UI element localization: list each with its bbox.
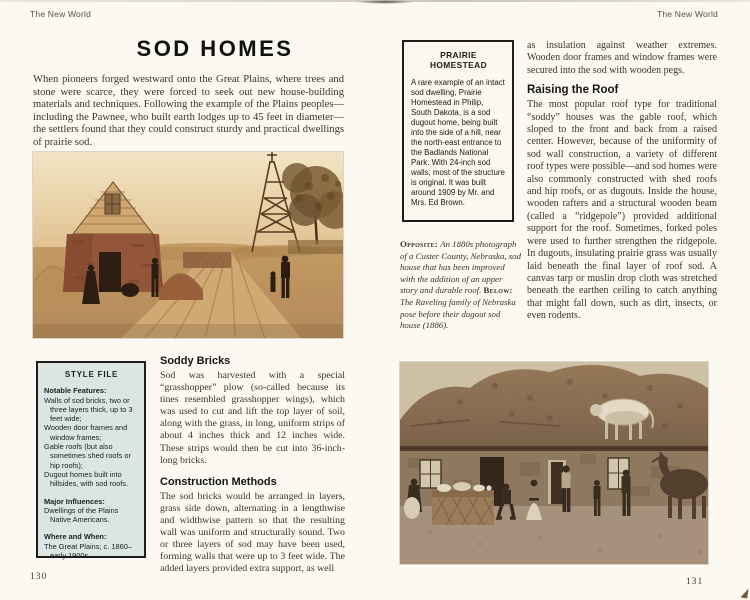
style-file-line: The Great Plains; c. 1860–early 1900s.: [44, 541, 132, 561]
caption-label-opposite: Opposite:: [400, 239, 439, 249]
style-file-line: Walls of sod bricks, two or three layers thick, up to 3 feet wide;: [44, 395, 133, 424]
intro-paragraph: When pioneers forged westward onto the Great Plains, where trees and stone were scarce, they were forced to seek out new house-building materials and techniques. Following the example of the Plains peoples—including the Pawnee, who built earth lodges up to 45 feet in diameter—the settlers found that they could construct sturdy and practical dwellings of prairie sod.: [33, 74, 344, 148]
sod-house-windmill-illustration: [33, 152, 343, 338]
style-file-box: [36, 361, 146, 561]
section-body-soddy-bricks: Sod was harvested with a special “grasshopper” plow (so-called because its tines resembled grasshopper wings), which was used to cut and lift the top layer of soil, along with the grass, in long, uniform strips of about 4 inches thick and 12 inches wide. These strips would then be cut into 36-inch-long bricks.: [160, 370, 345, 466]
style-file-heading: Where and When:: [44, 532, 107, 542]
photo-sod-house-windmill: [33, 152, 343, 338]
style-file-line: Dugout homes built into hillsides, with sod roofs.: [44, 469, 129, 489]
style-file-heading: Major Influences:: [44, 496, 105, 506]
spine-smudge: [355, 0, 415, 4]
dugout-family-illustration: [400, 362, 708, 564]
prairie-homestead-box: [402, 40, 514, 222]
running-header-left: The New World: [30, 9, 92, 19]
caption-label-below: Below:: [483, 285, 513, 296]
section-body-construction-methods: The sod bricks would be arranged in layers, grass side down, alternating in a lengthwise and widthwise pattern so that the resulting wall was uniform and structurally sound. Two or three layers of sod may have been used, forming walls that were up to 3 feet wide. The added layers provided extra support, as well: [160, 490, 345, 575]
style-file-line: Dwellings of the Plains Native Americans.: [44, 505, 119, 525]
continuation-paragraph: as insulation against weather extremes. Wooden door frames and window frames were secured into the sod with wooden pegs.: [527, 40, 717, 76]
page-number-left: 130: [30, 572, 48, 582]
page-number-right: 131: [686, 577, 704, 587]
section-heading-raising-the-roof: Raising the Roof: [527, 84, 619, 97]
photo-dugout-sod-house-family: [400, 362, 708, 564]
prairie-homestead-body: A rare example of an intact sod dwelling, Prairie Homestead in Philip, South Dakota, is a sod dugout home, being built into the side of a hill, near the north-east entrance to the Badlands National Park. With 24-inch sod walls, most of the structure is original. It was built around 1909 by Mr. and Mrs. Ed Brown.: [411, 78, 505, 207]
page-corner-mark: [740, 588, 748, 599]
left-text-column: [160, 355, 345, 584]
section-heading-construction-methods: Construction Methods: [160, 475, 277, 488]
caption-text-opposite: An 1880s photograph of a Custer County, Nebraska, sod house that has been improved with the addition of an upper story and durable roof.: [400, 239, 521, 296]
prairie-homestead-title: PRAIRIE HOMESTEAD: [429, 50, 488, 70]
style-file-line: Wooden door frames and window frames;: [44, 423, 128, 442]
caption-text-below: The Raveling family of Nebraska pose before their dugout sod house (1886).: [400, 296, 516, 331]
style-file-title: STYLE FILE: [64, 370, 119, 379]
section-heading-soddy-bricks: Soddy Bricks: [160, 355, 231, 367]
style-file-line: Gable roofs (but also sometimes shed roofs or hip roofs);: [44, 442, 131, 470]
style-file-heading: Notable Features:: [44, 386, 107, 396]
photo-caption: [400, 239, 522, 332]
right-text-column: [527, 40, 717, 323]
section-body-raising-the-roof: The most popular roof type for traditional “soddy” houses was the gable roof, which sloped to the front and back from a raised center. However, because of the uniformity of sod wall construction, a variety of different roof types were possible—and sod homes were also commonly constructed with shed roofs and hip roofs, or as dugouts. Inside the house, wooden rafters and a structural wooden beam (called a “ridgepole”) provided additional support for the roof. Sometimes, forked poles were used to further strengthen the ridgepole. In dugouts, insulating prairie grass was usually laid beneath the final layer of roof sod. A canvas tarp or muslin drop cloth was stretched beneath the earthen ceiling to catch anything that might fall down, such as dirt, insects, or even rodents.: [527, 99, 717, 322]
running-header-right: The New World: [656, 9, 718, 19]
chapter-title: SOD HOMES: [136, 36, 294, 61]
